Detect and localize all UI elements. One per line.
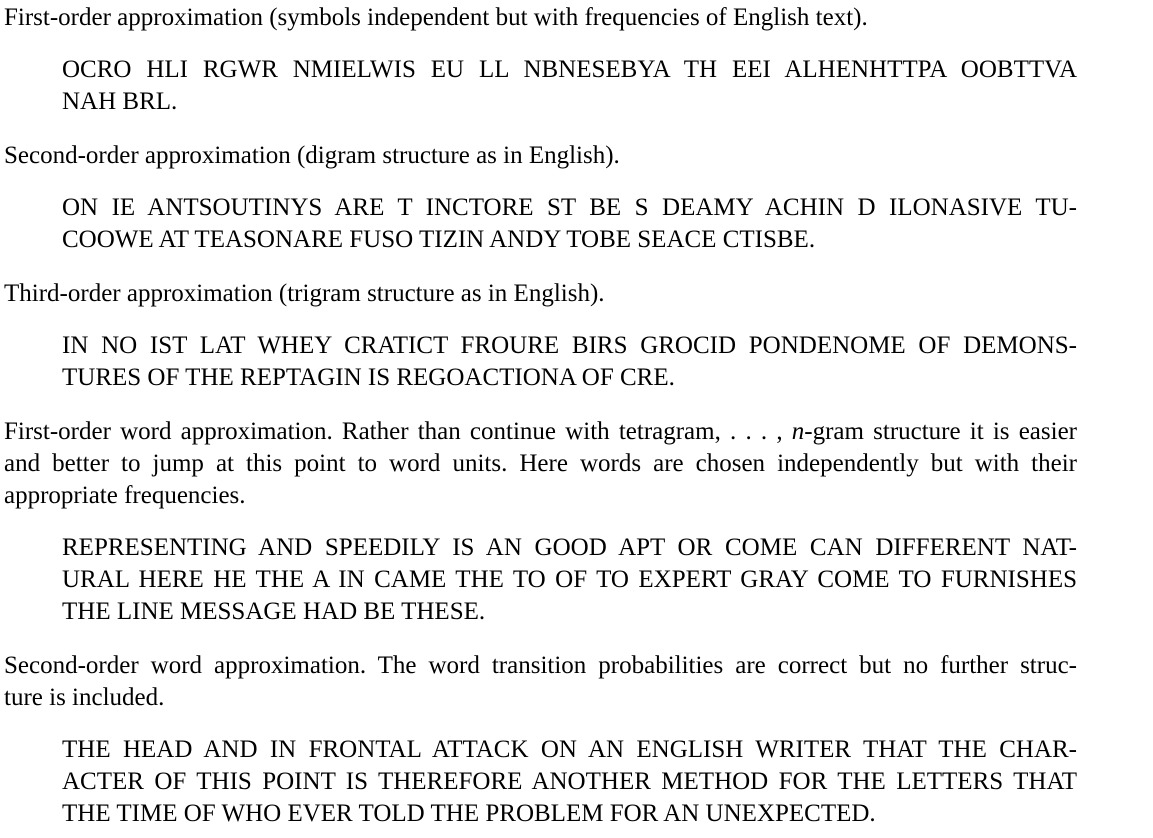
heading-line: appropriate frequencies. [4, 482, 246, 509]
sample-line: REPRESENTING AND SPEEDILY IS AN GOOD APT OR COME CAN DIFFERENT NAT- [62, 534, 1077, 561]
heading-text: Third-order approximation (trigram structure as in English). [4, 280, 605, 307]
sample-text-first-order [4, 54, 1077, 118]
sample-text-second-order [4, 192, 1077, 256]
heading-text: First-order approximation (symbols independent but with frequencies of English text). [4, 4, 868, 31]
sample-line: OCRO HLI RGWR NMIELWIS EU LL NBNESEBYA TH EEI ALHENHTTPA OOBTTVA [62, 56, 1077, 83]
sample-line: THE HEAD AND IN FRONTAL ATTACK ON AN ENGLISH WRITER THAT THE CHAR- [62, 736, 1077, 763]
sample-line: URAL HERE HE THE A IN CAME THE TO OF TO EXPERT GRAY COME TO FURNISHES [62, 566, 1077, 593]
sample-line: IN NO IST LAT WHEY CRATICT FROURE BIRS GROCID PONDENOME OF DEMONS- [62, 332, 1077, 359]
sample-text-first-order-word [4, 532, 1077, 628]
heading-line: ture is included. [4, 684, 165, 711]
sample-text-third-order [4, 330, 1077, 394]
sample-line: ACTER OF THIS POINT IS THEREFORE ANOTHER METHOD FOR THE LETTERS THAT [62, 768, 1077, 795]
section-heading-first-order [4, 2, 1077, 34]
heading-line: Second-order word approximation. The word transition probabilities are correct but no further struc- [4, 652, 1077, 679]
sample-line: THE LINE MESSAGE HAD BE THESE. [62, 598, 486, 625]
section-heading-second-order [4, 140, 1077, 172]
sample-line: ON IE ANTSOUTINYS ARE T INCTORE ST BE S DEAMY ACHIN D ILONASIVE TU- [62, 194, 1077, 221]
heading-line: and better to jump at this point to word units. Here words are chosen independently but with their [4, 450, 1077, 477]
sample-line: NAH BRL. [62, 88, 178, 115]
section-heading-second-order-word [4, 650, 1077, 714]
heading-text: Second-order approximation (digram structure as in English). [4, 142, 620, 169]
sample-text-second-order-word [4, 734, 1077, 830]
n-variable: n [791, 418, 805, 445]
section-heading-first-order-word [4, 416, 1077, 512]
heading-line: First-order word approximation. Rather than continue with tetragram, . . . , n-gram structure it is easier [4, 418, 1077, 445]
sample-line: TURES OF THE REPTAGIN IS REGOACTIONA OF CRE. [62, 364, 675, 391]
section-heading-third-order [4, 278, 1077, 310]
sample-line: THE TIME OF WHO EVER TOLD THE PROBLEM FOR AN UNEXPECTED. [62, 800, 876, 827]
sample-line: COOWE AT TEASONARE FUSO TIZIN ANDY TOBE SEACE CTISBE. [62, 226, 816, 253]
document-page [4, 2, 1077, 830]
